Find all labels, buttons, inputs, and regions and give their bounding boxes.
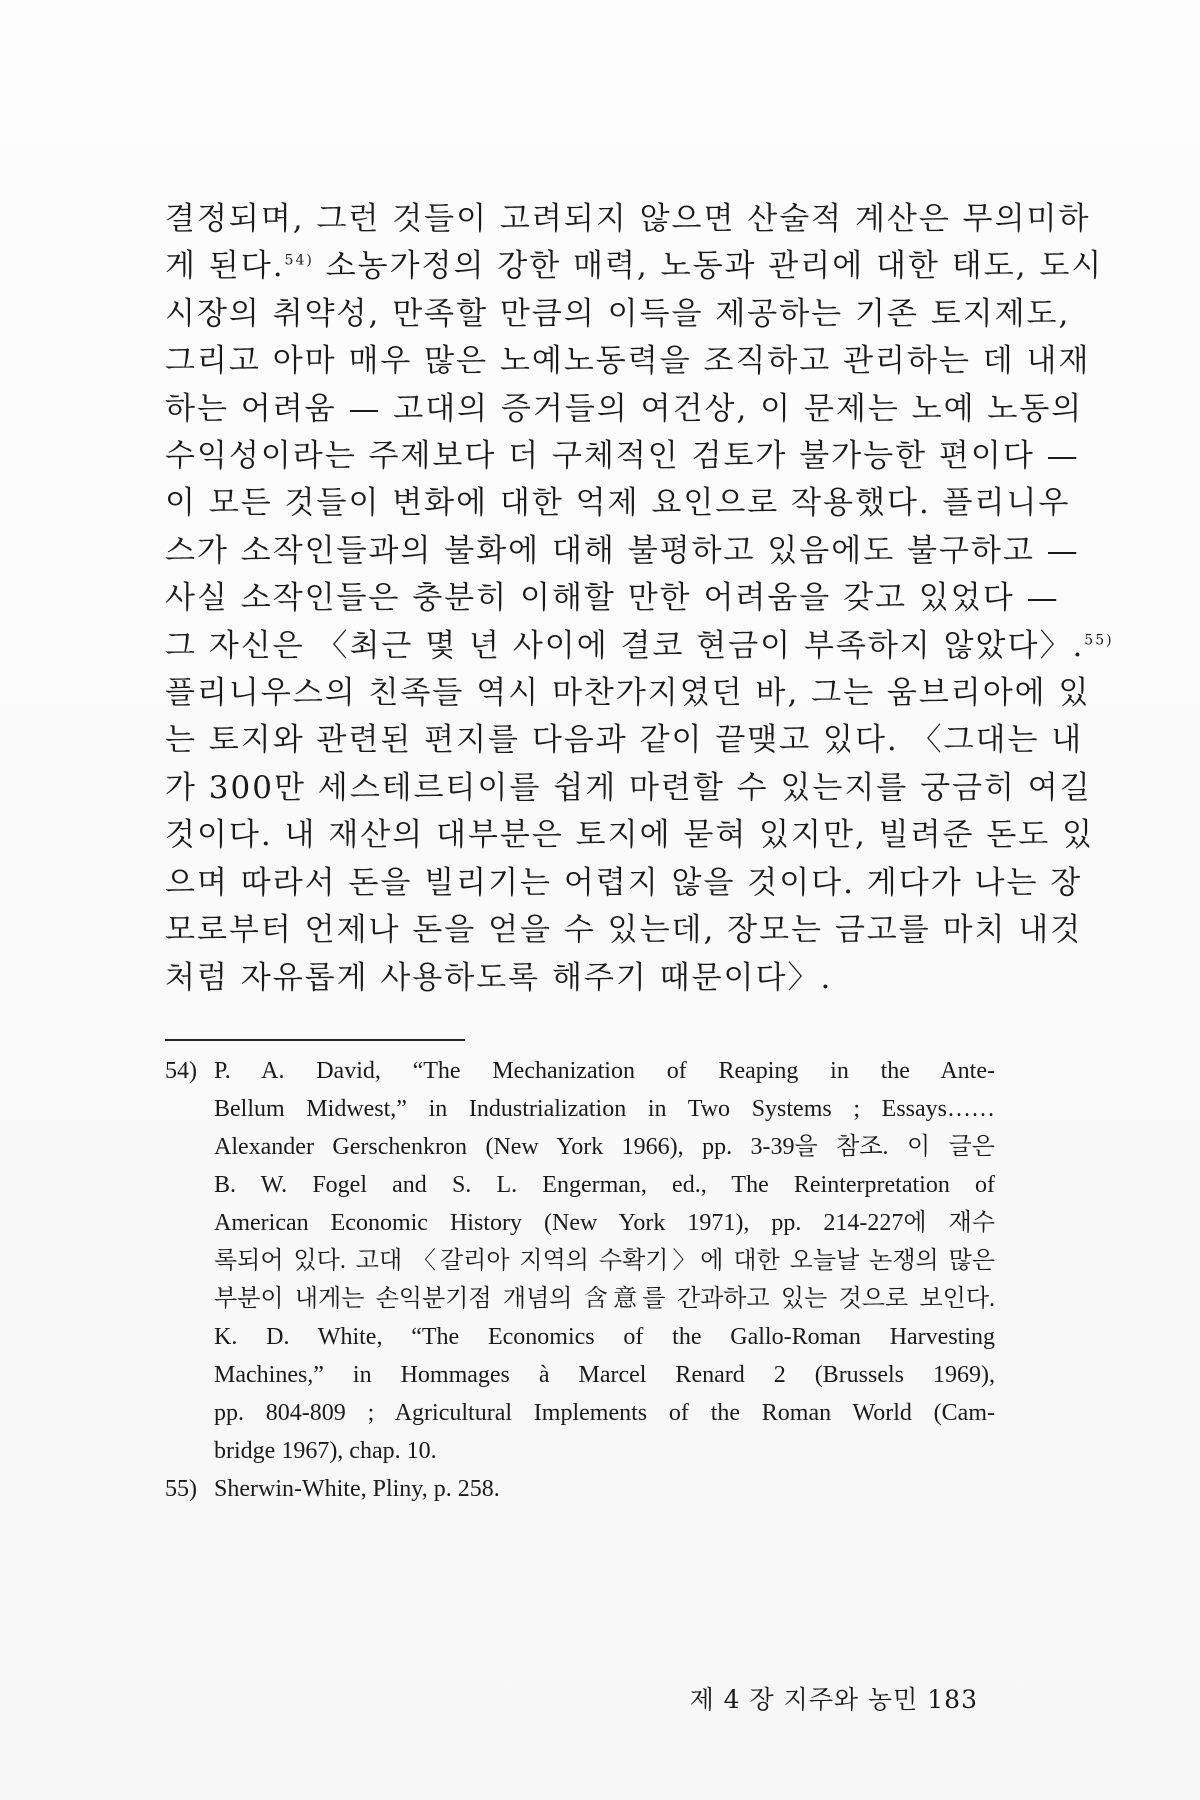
footnote-line: K. D. White, “The Economics of the Gallo-Roman Harvesting (214, 1324, 995, 1350)
footnote-text (214, 1052, 995, 1470)
text-line (165, 623, 1114, 670)
text-line: 으며 따라서 돈을 빌리기는 어렵지 않을 것이다. 게다가 나는 장 (165, 864, 1083, 901)
footnote-line: 록되어 있다. 고대 〈갈리아 지역의 수확기〉에 대한 오늘날 논쟁의 많은 (214, 1248, 995, 1274)
footnote-line: B. W. Fogel and S. L. Engerman, ed., The Reinterpretation of (214, 1172, 995, 1198)
text-segment: 소농가정의 강한 매력, 노동과 관리에 대한 태도, 도시 (325, 248, 1104, 285)
text-line: 스가 소작인들과의 불화에 대해 불평하고 있음에도 불구하고 — (165, 532, 1080, 569)
text-line (165, 243, 1104, 290)
footnote-line: Sherwin-White, Pliny, p. 258. (214, 1476, 500, 1502)
footnote-number: 55) (165, 1476, 197, 1502)
text-line: 는 토지와 관련된 편지를 다음과 같이 끝맺고 있다. 〈그대는 내 (165, 722, 1084, 759)
footnote-text (214, 1470, 995, 1508)
footnote-line: American Economic History (New York 1971), pp. 214-227에 재수 (214, 1210, 995, 1236)
chapter-title: 지주와 농민 (783, 1685, 919, 1714)
page-number: 183 (927, 1685, 978, 1714)
footnote-line: 부분이 내게는 손익분기점 개념의 含意를 간과하고 있는 것으로 보인다. (214, 1286, 995, 1312)
footnote-line: Machines,” in Hommages à Marcel Renard 2 (Brussels 1969), (214, 1362, 995, 1388)
text-line: 모로부터 언제나 돈을 얻을 수 있는데, 장모는 금고를 마치 내것 (165, 912, 1083, 949)
footnotes (165, 1052, 995, 1508)
running-footer (690, 1680, 978, 1716)
text-line: 처럼 자유롭게 사용하도록 해주기 때문이다〉. (165, 959, 833, 996)
text-line: 그리고 아마 매우 많은 노예노동력을 조직하고 관리하는 데 내재 (165, 343, 1091, 380)
footnote-number: 54) (165, 1058, 197, 1084)
footnote-ref-54: 54) (284, 253, 314, 270)
text-line: 것이다. 내 재산의 대부분은 토지에 묻혀 있지만, 빌려준 돈도 있 (165, 817, 1095, 854)
footnote-line: Bellum Midwest,” in Industrialization in Two Systems ; Essays…… (214, 1096, 995, 1122)
text-line: 사실 소작인들은 충분히 이해할 만한 어려움을 갖고 있었다 — (165, 580, 1060, 617)
text-segment: 게 된다. (165, 248, 285, 285)
footnote-ref-55: 55) (1084, 632, 1114, 649)
footnote-line: bridge 1967), chap. 10. (214, 1438, 437, 1464)
text-line: 하는 어려움 — 고대의 증거들의 여건상, 이 문제는 노예 노동의 (165, 390, 1084, 427)
text-line: 이 모든 것들이 변화에 대한 억제 요인으로 작용했다. 플리니우 (165, 485, 1071, 522)
footnote-line: Alexander Gerschenkron (New York 1966), pp. 3-39을 참조. 이 글은 (214, 1134, 995, 1160)
footnote-separator (165, 1039, 465, 1041)
footnote-54 (165, 1052, 995, 1470)
text-line: 수익성이라는 주제보다 더 구체적인 검토가 불가능한 편이다 — (165, 438, 1080, 475)
text-line: 결정되며, 그런 것들이 고려되지 않으면 산술적 계산은 무의미하 (165, 201, 1091, 237)
main-text (165, 196, 1114, 1002)
footnote-line: pp. 804-809 ; Agricultural Implements of the Roman World (Cam- (214, 1400, 995, 1426)
footnote-55 (165, 1470, 995, 1508)
text-line: 가 300만 세스테르티이를 쉽게 마련할 수 있는지를 궁금히 여길 (165, 769, 1092, 806)
chapter-label: 제 4 장 (689, 1685, 775, 1714)
text-line: 시장의 취약성, 만족할 만큼의 이득을 제공하는 기존 토지제도, (165, 295, 1071, 332)
text-segment: 그 자신은 〈최근 몇 년 사이에 결코 현금이 부족하지 않았다〉. (165, 627, 1085, 664)
text-line: 플리니우스의 친족들 역시 마찬가지였던 바, 그는 움브리아에 있 (165, 675, 1091, 712)
footnote-line: P. A. David, “The Mechanization of Reaping in the Ante- (214, 1058, 995, 1084)
